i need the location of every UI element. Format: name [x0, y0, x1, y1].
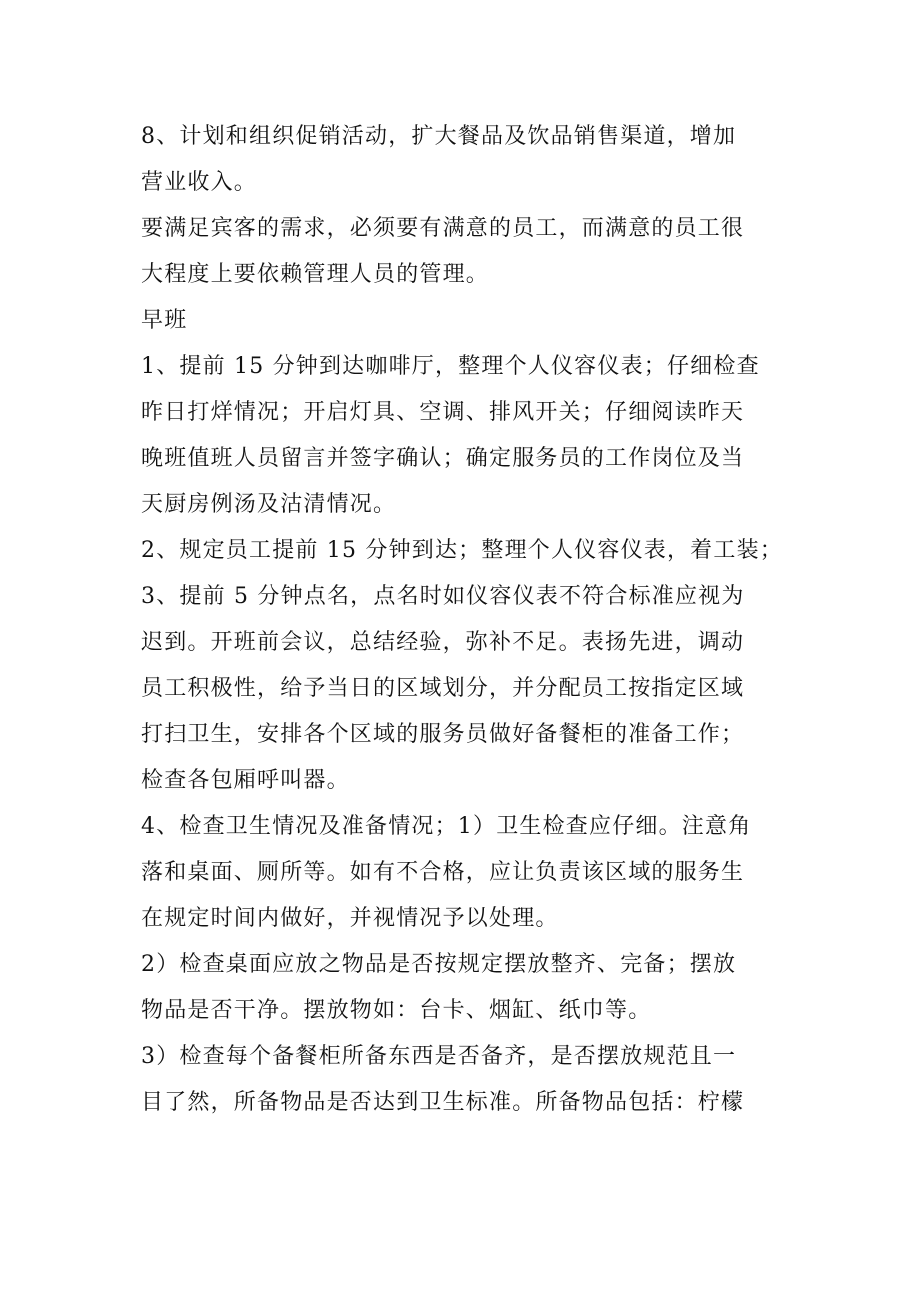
section-heading: 早班 — [141, 308, 188, 333]
text-line: 营业收入。 — [141, 170, 258, 195]
text-line: 3、提前 5 分钟点名，点名时如仪容仪表不符合标准应视为 — [141, 584, 745, 609]
text-line: 要满足宾客的需求，必须要有满意的员工，而满意的员工很 — [141, 216, 745, 241]
text-line: 大程度上要依赖管理人员的管理。 — [141, 262, 490, 287]
text-line: 3）检查每个备餐柜所备东西是否备齐，是否摆放规范且一 — [141, 1044, 737, 1069]
text-line: 昨日打烊情况；开启灯具、空调、排风开关；仔细阅读昨天 — [141, 400, 745, 425]
text-line: 落和桌面、厕所等。如有不合格，应让负责该区域的服务生 — [141, 860, 745, 885]
text-line: 物品是否干净。摆放物如：台卡、烟缸、纸巾等。 — [141, 998, 652, 1023]
text-line: 迟到。开班前会议，总结经验，弥补不足。表扬先进，调动 — [141, 630, 745, 655]
text-line: 检查各包厢呼叫器。 — [141, 768, 350, 793]
text-line: 2、规定员工提前 15 分钟到达；整理个人仪容仪表，着工装； — [141, 538, 783, 563]
text-line: 8、计划和组织促销活动，扩大餐品及饮品销售渠道，增加 — [141, 124, 737, 149]
document-body — [141, 114, 791, 1126]
text-line: 2）检查桌面应放之物品是否按规定摆放整齐、完备；摆放 — [141, 952, 737, 977]
text-line: 1、提前 15 分钟到达咖啡厅，整理个人仪容仪表；仔细检查 — [141, 354, 760, 379]
text-line: 晚班值班人员留言并签字确认；确定服务员的工作岗位及当 — [141, 446, 745, 471]
text-line: 打扫卫生，安排各个区域的服务员做好备餐柜的准备工作； — [141, 722, 745, 747]
text-line: 员工积极性，给予当日的区域划分，并分配员工按指定区域 — [141, 676, 745, 701]
text-line: 天厨房例汤及沽清情况。 — [141, 492, 397, 517]
text-line: 在规定时间内做好，并视情况予以处理。 — [141, 906, 559, 931]
text-line: 4、检查卫生情况及准备情况；1）卫生检查应仔细。注意角 — [141, 814, 752, 839]
text-line: 目了然，所备物品是否达到卫生标准。所备物品包括：柠檬 — [141, 1090, 745, 1115]
